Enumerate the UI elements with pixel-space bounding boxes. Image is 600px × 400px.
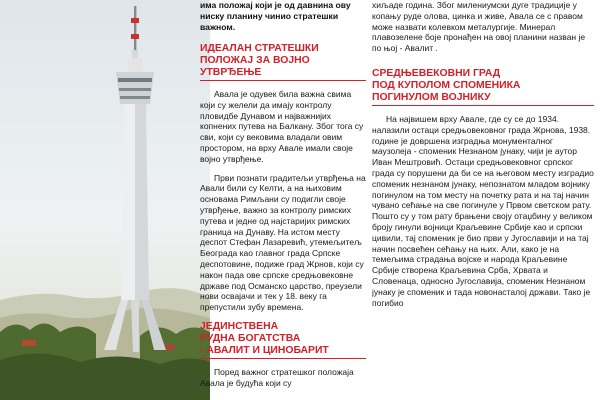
heading-line: РУДНА БОГАТСТВА: [200, 332, 301, 344]
section-heading-ore-wealth: [200, 321, 366, 359]
body-paragraph: На највишем врху Авале, где су се до 1934. налазили остаци средњовековног града Жрнова, 1938. године је довршена изградња монументалног маузолеја - споменик Незнаном јунаку, чији је аутор Иван Мештровић. Остаци средњовековног српског града су порушени да би се на његовом месту изградио споменик незнаном јунаку, непознатом младом војнику погинулом на том месту на почетку рата и на тај начин чувано сећање на све погинуле у Првом светском рату. Пошто су у том рату брањени своју отаџбину у великом броју гинули војници Краљевине Србије као и српски цивили, тај споменик је био први у Југославији и на тај начин посвећен сећању на њих. Али, како је на темељима страдања војске и народа Краљевине Србије створена Краљевина Срба, Хрвата и Словенаца, односно Југославија, споменик Незнаном јунаку је споменик и тада новонасталој држави. Тако је погибио: [372, 113, 594, 308]
heading-line: ЈЕДИНСТВЕНА: [200, 320, 279, 332]
body-paragraph: Први познати градитељи утврђења на Авали били су Келти, а на њиховим основама Римљани су подигли своје утврђење, важно за контролу римских путева и једне од најстаријих римских граница на Дунаву. На истом месту деспот Стефан Лазаревић, утемељитељ Београда као главног града Српске деспотовине, подиже град Жрнов, који су након пада ове српске средњовековне државе под Османско царство, преузели нови освајачи и тек у 18. веку га препустили зубу времена.: [200, 172, 366, 313]
heading-line: ПОГИНУЛОМ ВОЈНИКУ: [372, 91, 491, 103]
heading-line: - АВАЛИТ И ЦИНОБАРИТ: [200, 344, 329, 356]
lead-fragment: има положај који је од давнина ову ниску планину чинио стратешки важном.: [200, 0, 351, 32]
avala-tower-photo: [0, 0, 210, 400]
section-heading-strategic-position: [200, 43, 366, 81]
lead-fragment: хиљаде година. Због милениумски дуге традиције у копању руде олова, цинка и живе, Авала се с правом може назвати колевком металургије. Минерал плавозелене боје пронађен на овој планини назван је по њој - Авалит .: [372, 0, 586, 54]
body-paragraph: Поред важног стратешког положаја Авала је будућа који су: [200, 366, 354, 388]
heading-underline: [200, 358, 366, 359]
article-column-middle: [200, 0, 366, 400]
article-column-right: [372, 0, 594, 400]
heading-line: УТВРЂЕЊЕ: [200, 67, 262, 78]
tv-tower-illustration: [0, 0, 210, 400]
heading-underline: [200, 80, 366, 81]
heading-line: ИДЕАЛАН СТРАТЕШКИ: [200, 43, 319, 54]
body-paragraph: Авала је одувек била важна свима који су желели да имају контролу пловидбе Дунавом и најважнијих копнених путева на Балкану. Због тога су сви, који су вековима владали овим простором, на врху Авале имали своје војно утврђење.: [200, 89, 364, 164]
heading-line: ПОЛОЖАЈ ЗА ВОЈНО: [200, 55, 310, 66]
heading-underline: [372, 105, 594, 106]
heading-line: СРЕДЊЕВЕКОВНИ ГРАД: [372, 67, 501, 79]
section-heading-medieval-town: [372, 68, 594, 106]
heading-line: ПОД КУПОЛОМ СПОМЕНИКА: [372, 79, 521, 91]
